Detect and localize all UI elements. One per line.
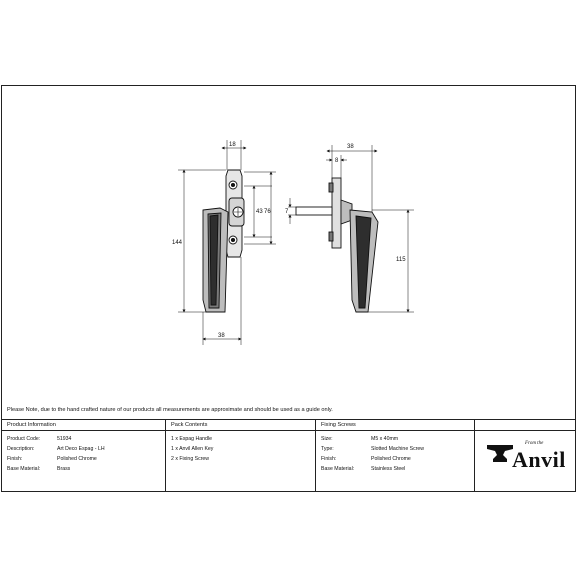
table-divider-3 xyxy=(474,419,475,491)
fixing-screws-value: Polished Chrome xyxy=(371,456,411,462)
product-info-value: Polished Chrome xyxy=(57,456,97,462)
logo-tagline: From the xyxy=(525,441,544,446)
dim-front-height: 144 xyxy=(172,240,183,246)
product-info-label: Product Code: xyxy=(7,436,41,442)
product-info-label: Base Material: xyxy=(7,466,41,472)
measurement-note: Please Note, due to the hand crafted nature of our products all measurements are approximate and should be used as a guide only. xyxy=(7,407,333,413)
dim-spindle-43: 43 xyxy=(256,209,263,215)
fixing-screws-title: Fixing Screws xyxy=(321,422,356,428)
dim-front-width: 18 xyxy=(229,142,236,148)
pack-contents-item: 1 x Espag Handle xyxy=(171,436,212,442)
fixing-screws-label: Base Material: xyxy=(321,466,355,472)
pack-contents-item: 1 x Anvil Allen Key xyxy=(171,446,214,452)
pack-contents-title: Pack Contents xyxy=(171,422,208,428)
dim-spindle-76: 76 xyxy=(264,209,271,215)
anvil-icon xyxy=(485,441,515,463)
pack-contents-item: 2 x Fixing Screw xyxy=(171,456,210,462)
fixing-screws-value: Stainless Steel xyxy=(371,466,406,472)
table-divider-2 xyxy=(315,419,316,491)
table-top-divider xyxy=(1,419,576,420)
table-header-divider xyxy=(1,430,576,431)
dim-side-38: 38 xyxy=(347,144,354,150)
table-divider-1 xyxy=(165,419,166,491)
product-info-label: Description: xyxy=(7,446,35,452)
product-info-value: 51934 xyxy=(57,436,72,442)
side-view-handle xyxy=(296,178,378,312)
dim-side-8: 8 xyxy=(335,158,339,164)
product-info-label: Finish: xyxy=(7,456,23,462)
fixing-screws-label: Finish: xyxy=(321,456,337,462)
dim-side-115: 115 xyxy=(396,257,406,263)
dim-front-base: 38 xyxy=(218,333,225,339)
logo-brand: Anvil xyxy=(512,447,566,472)
product-info-title: Product Information xyxy=(7,422,56,428)
fixing-screws-label: Size: xyxy=(321,436,333,442)
dim-side-7: 7 xyxy=(285,209,289,215)
fixing-screws-value: Slotted Machine Screw xyxy=(371,446,425,452)
fixing-screws-label: Type: xyxy=(321,446,334,452)
front-view-handle xyxy=(203,170,244,312)
product-info-value: Brass xyxy=(57,466,71,472)
product-info-value: Art Deco Espag - LH xyxy=(57,446,105,452)
fixing-screws-value: M5 x 40mm xyxy=(371,436,399,442)
